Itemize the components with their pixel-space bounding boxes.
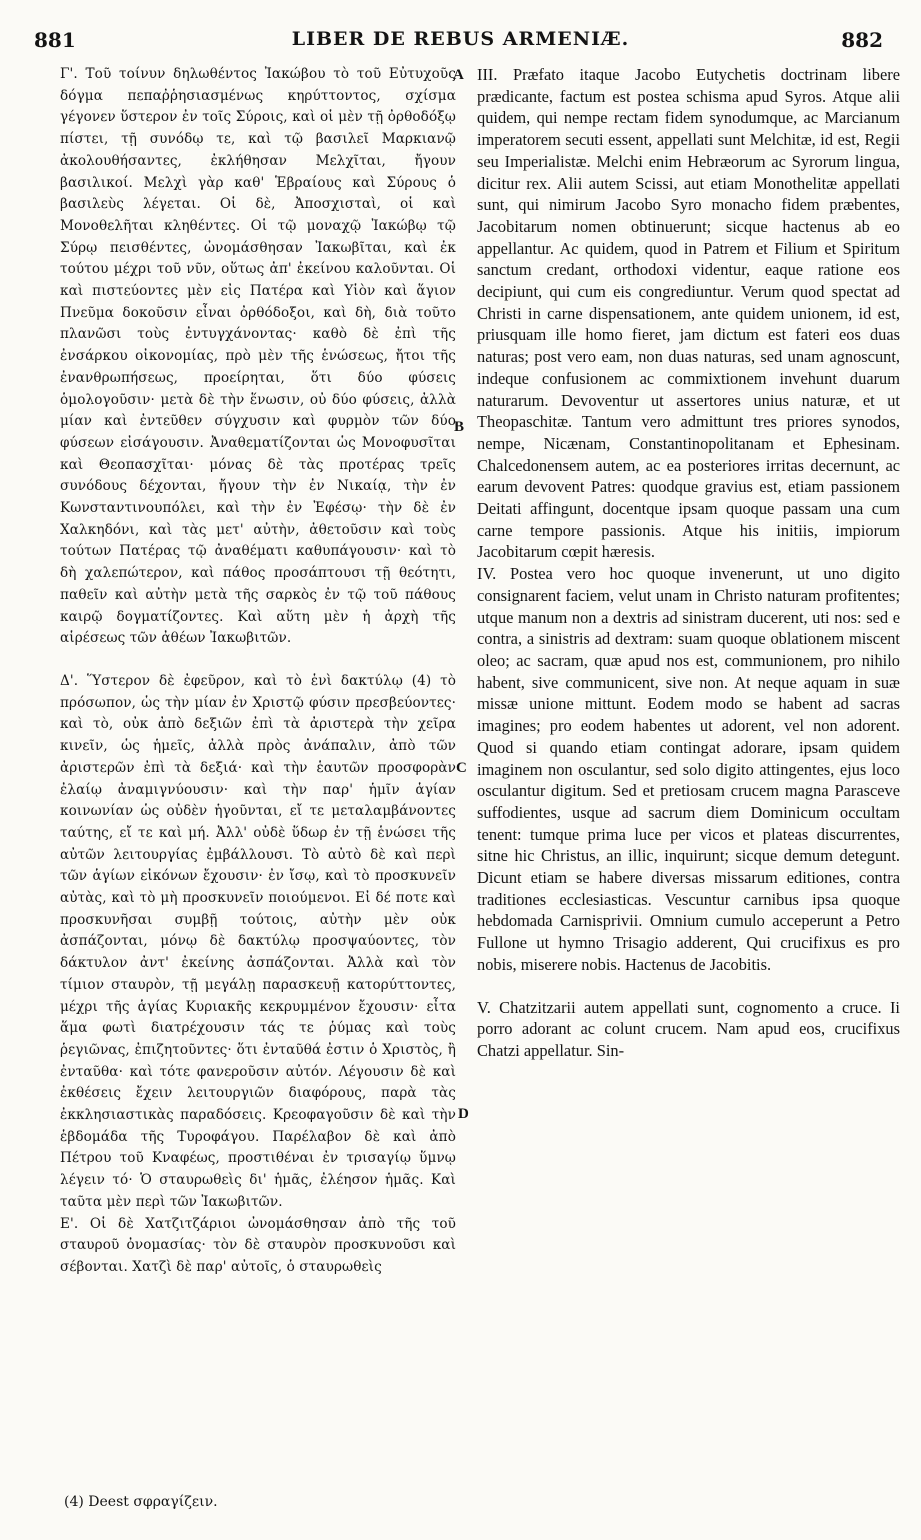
- greek-paragraph-4: Δ'. Ὕστερον δὲ ἐφεῦρον, καὶ τὸ ἑνὶ δακτύλῳ (4) τὸ πρόσωπον, ὡς τὴν μίαν ἐν Χριστῷ φύσιν πρεσβεύοντες· καὶ τὸ, οὐκ ἀπὸ δεξιῶν ἐπὶ τὰ ἀριστερὰ τὴν χεῖρα κινεῖν, ὡς ἡμεῖς, ἀλλὰ πρὸς ἀνάπαλιν, ἀπὸ τῶν ἀριστερῶν ἐπὶ τὰ δεξιά· καὶ τὴν ἑαυτῶν προσφορὰν ἐλαίῳ ἀναμιγνύουσιν· καὶ τὴν παρ' ἡμῖν ἁγίαν κοινωνίαν ὡς οὐδὲν ἡγοῦνται, εἴ τε μεταλαμβάνοντες ταύτης, εἴ τε καὶ μή. Ἀλλ' οὐδὲ ὕδωρ ἐν τῇ ἑνώσει τῆς αὐτῶν λειτουργίας ἐμβάλλουσι. Τὸ αὐτὸ δὲ καὶ περὶ τῶν ἁγίων εἰκόνων ἔχουσιν· ἐν ἴσῳ, καὶ τὸ προσκυνεῖν αὐτὰς, καὶ τὸ μὴ προσκυνεῖν ποιούμενοι. Εἰ δέ ποτε καὶ προσκυνῆσαι συμβῇ τούτοις, αὐτὴν μὲν οὐκ ἀσπάζονται, μόνῳ δὲ δακτύλῳ προσψαύοντες, τὸν δάκτυλον ἀντ' ἐκείνης ἀσπάζονται. Ἀλλὰ καὶ τὸν τίμιον σταυρὸν, τῇ μεγάλῃ παρασκευῇ κατορύττοντες, μέχρι τῆς ἁγίας Κυριακῆς κεκρυμμένον ἔχουσιν· εἶτα ἅμα φωτὶ διατρέχουσιν τάς τε ῥύμας καὶ τοὺς ῥεγιῶνας, ἐπιζητοῦντες· ὅτι ἐνταῦθά ἐστιν ὁ Χριστὸς, ἢ ἐνταῦθα· καὶ τότε φανεροῦσιν αὐτόν. Λέγουσιν δὲ καὶ ἐκθέσεις ἔχειν λειτουργιῶν διαφόρους, παρὰ τὰς ἐκκλησιαστικὰς παραδόσεις. Κρεοφαγοῦσιν δὲ καὶ τὴν ἑβδομάδα τῆς Τυροφάγου. Παρέλαβον δὲ καὶ ἀπὸ Πέτρου τοῦ Κναφέως, προστιθέναι ἐν τρισαγίῳ ὕμνῳ λέγειν τό· Ὁ σταυρωθεὶς δι' ἡμᾶς, ἐλέησον ἡμᾶς. Καὶ ταῦτα μὲν περὶ τῶν Ἰακωβιτῶν.: [60, 672, 456, 1210]
- latin-paragraph-iii: III. Præfato itaque Jacobo Eutychetis doctrinam libere prædicante, factum est postea schisma apud Syros. Atque alii quidem, qui nempe rectam fidem synodumque, ac Marcianum imperatorem secuti essent, appellati sunt Melchitæ, id est, Regii seu Imperialistæ. Melchi enim Hebræorum ac Syrorum lingua, dicitur rex. Alii autem Scissi, aut etiam Monothelitæ appellati sunt, qui nimirum Jacobo Syro monacho fidem præbentes, Jacobitarum nomen obtinuerunt; sicque hactenus ab eo appellantur. Ac quidem, quod in Patrem et Filium et Spiritum sanctum credant, orthodoxi videntur, eaque ratione eos decipiunt, qui cum eis congrediuntur. Verum quod spectat ad Christi in carne dispensationem, ante quidem unionem, id est, priusquam ille homo fieret, jam dictum est fateri eos duas naturas; post vero eam, non duas naturas, sed unam agnoscunt, indeque confusionem ac commixtionem invehunt duarum naturarum. Devoventur ut assertores unius naturæ, et ut Theopaschitæ. Tantum vero admittunt tres priores synodos, nempe, Nicænam, Constantinopolitanam et Ephesinam. Chalcedonensem autem, ac ea posteriores irritas decernunt, ac earum devovent Patres: quodque gravius est, etiam passionem Deitati affingunt, docentque ipsam quoque passam una cum carne tempore passionis. Atque his initiis, impiorum Jacobitarum cœpit hæresis.: [477, 65, 900, 562]
- margin-letter-a: A: [453, 67, 464, 83]
- running-title: LIBER DE REBUS ARMENIÆ.: [291, 28, 630, 50]
- latin-paragraph-iv: IV. Postea vero hoc quoque invenerunt, ut uno digito consignarent faciem, velut unam in Christo naturam profitentes; utque manum non a dextris ad sinistram ducerent, uti nos: sed e contra, a sinistris ad dextram: suam quoque oblationem miscent oleo; ac sacram, quæ apud nos est, communionem, pro nihilo habent, sive communicent, sive non. At neque aquam in suæ missæ unione mittunt. Eodem modo se habent ad sacras imagines; pro eodem habentes ut adorent, vel non adorent. Quod si quando etiam contingat adorare, ipsam quidem imaginem non osculantur, sed solo digito attingentes, ejus loco osculantur digitum. Sed et pretiosam crucem magna Parasceve suffodientes, usque ad sacrum diem Dominicum occultam tenent: tumque prima luce per vicos et plateas discurrentes, sitne hic Christus, an illic, inquirunt; sicque demum detegunt. Dicunt etiam se habere diversas missarum editiones, contra traditiones ecclesiasticas. Vescuntur carnibus ipsa quoque hebdomada Carnisprivii. Omnium cumulo acceperunt a Petro Fullone ut hymno Trisagio adderent, Qui crucifixus es pro nobis, miserere nobis. Hactenus de Jacobitis.: [477, 564, 900, 974]
- margin-letter-d: D: [458, 1106, 469, 1122]
- left-page-number: 881: [34, 28, 76, 52]
- right-page-number: 882: [841, 28, 883, 52]
- greek-paragraph-5: Ε'. Οἱ δὲ Χατζιτζάριοι ὠνομάσθησαν ἀπὸ τῆς τοῦ σταυροῦ ὀνομασίας· τὸν δὲ σταυρὸν προσκυνοῦσι καὶ σέβονται. Χατζὶ δὲ παρ' αὐτοῖς, ὁ σταυρωθεὶς: [60, 1215, 456, 1275]
- greek-paragraph-3: Γ'. Τοῦ τοίνυν δηλωθέντος Ἰακώβου τὸ τοῦ Εὐτυχοῦς δόγμα πεπαῤῥησιασμένως κηρύττοντος, σχίσμα γέγονεν ὕστερον ἐν τοῖς Σύροις, καὶ οἱ μὲν τῇ ὀρθοδόξῳ πίστει, τῇ συνόδῳ τε, καὶ τῷ βασιλεῖ Μαρκιανῷ ἀκολουθήσαντες, ἐκλήθησαν Μελχῖται, ἤγουν βασιλικοί. Μελχὶ γὰρ καθ' Ἑβραίους καὶ Σύρους ὁ βασιλεὺς λέγεται. Οἱ δὲ, Ἀποσχισταὶ, οἱ καὶ Μονοθελῆται κληθέντες. Οἱ τῷ μοναχῷ Ἰακώβῳ τῷ Σύρῳ πεισθέντες, ὠνομάσθησαν Ἰακωβῖται, καὶ ἐκ τούτου μέχρι τοῦ νῦν, οὕτως ἀπ' ἐκείνου καλοῦνται. Οἱ καὶ πιστεύοντες μὲν εἰς Πατέρα καὶ Υἱὸν καὶ ἅγιον Πνεῦμα δοκοῦσιν εἶναι ὀρθόδοξοι, καὶ δὴ, διὰ τοῦτο πλανῶσι τοὺς ἐντυγχάνοντας· καθὸ δὲ ἐπὶ τῆς ἐνσάρκου οἰκονομίας, πρὸ μὲν τῆς ἑνώσεως, ἤτοι τῆς ἐνανθρωπήσεως, προείρηται, ὅτι δύο φύσεις ὁμολογοῦσιν· μετὰ δὲ τὴν ἕνωσιν, οὐ δύο φύσεις, ἀλλὰ μίαν καὶ ἐντεῦθεν σύγχυσιν καὶ φυρμὸν τῶν δύο φύσεων εἰσάγουσιν. Ἀναθεματίζονται ὡς Μονοφυσῖται καὶ Θεοπασχῖται· μόνας δὲ τὰς προτέρας τρεῖς συνόδους δέχονται, ἤγουν τὴν ἐν Νικαίᾳ, τὴν ἐν Κωνσταντινουπόλει, καὶ τὴν ἐν Ἐφέσῳ· τὴν δὲ ἐν Χαλκηδόνι, καὶ τὰς μετ' αὐτὴν, ἀθετοῦσιν καὶ τοὺς τούτων Πατέρας τῷ ἀναθέματι καθυπάγουσιν· καὶ τὸ δὴ χαλεπώτερον, καὶ πάθος προσάπτουσι τῇ θεότητι, παθεῖν καὶ αὐτὴν μετὰ τῆς σαρκὸς ἐν τῷ τοῦ πάθους καιρῷ δογματίζοντες. Καὶ αὕτη μὲν ἡ ἀρχὴ τῆς αἱρέσεως τῶν ἀθέων Ἰακωβιτῶν.: [60, 66, 456, 647]
- margin-letter-b: B: [454, 419, 465, 435]
- footnote: (4) Deest σφραγίζειν.: [64, 1494, 218, 1510]
- margin-letter-c: C: [456, 760, 467, 776]
- latin-column: [477, 64, 900, 1062]
- greek-column: [60, 64, 456, 1279]
- latin-paragraph-v: V. Chatzitzarii autem appellati sunt, cognomento a cruce. Ii porro adorant ac colunt crucem. Nam apud eos, crucifixus Chatzi appellatur. Sin-: [477, 997, 900, 1060]
